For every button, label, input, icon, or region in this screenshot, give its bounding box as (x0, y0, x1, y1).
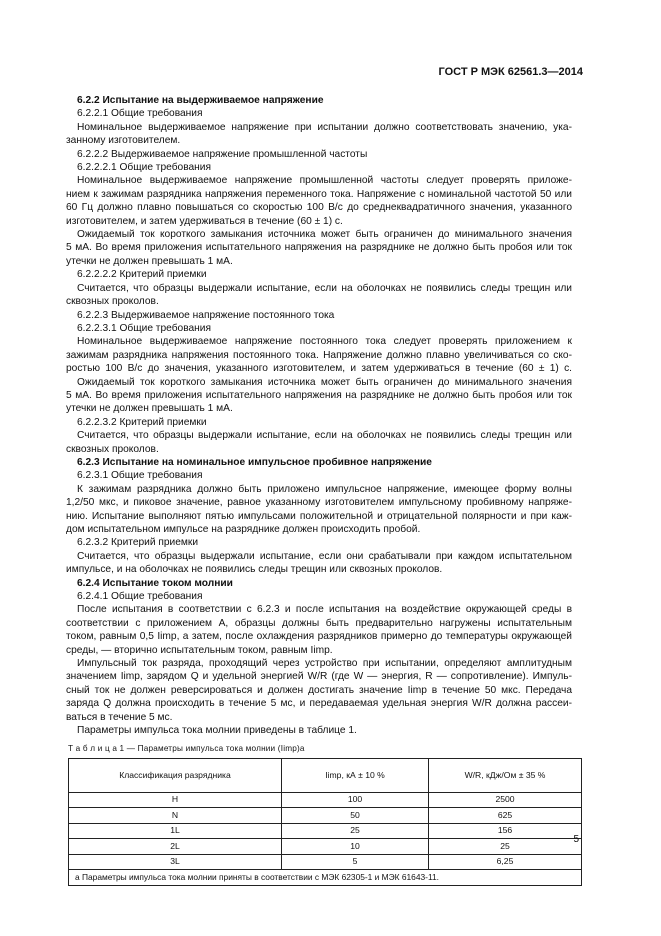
table-header-row (69, 758, 582, 792)
text-line: изготовителем, и затем удерживаться в течение (60 ± 1) с. (66, 215, 343, 227)
text-line: 6.2.2 Испытание на выдерживаемое напряжение (77, 95, 324, 106)
table-caption (68, 742, 583, 755)
text-line: Параметры импульса тока молнии приведены в таблице 1. (77, 725, 357, 737)
text-line: 5 мА. Во время приложения испытательного напряжения на разряднике не должно быть пробоя или ток (66, 242, 572, 254)
text-line: ростью 100 В/с до значения, указанного изготовителем, и затем удерживаться в течение (60 ± 1) с. (66, 363, 572, 375)
table-cell: 100 (282, 792, 429, 808)
document-header: ГОСТ Р МЭК 62561.3—2014 (438, 66, 583, 78)
table-cell: 10 (282, 839, 429, 855)
table-cell: Н (69, 792, 282, 808)
document-body (66, 94, 583, 886)
text-line: нием к зажимам разрядника напряжения переменного тока. Напряжение с номинальной частотой 50 или (66, 188, 572, 200)
text-line: 6.2.2.2.2 Критерий приемки (77, 269, 207, 281)
text-line: утечки не должен превышать 1 мА. (66, 255, 233, 267)
text-line: Номинальное выдерживаемое напряжение постоянного тока следует проверять приложением к (77, 336, 572, 348)
text-line: током, равным 0,5 Iimp, а затем, после охлаждения разрядников примерно до температуры окружающей (66, 631, 572, 643)
text-line: импульсе, и на оболочках не появились следы трещин или сквозных проколов. (66, 564, 443, 576)
table-row (69, 823, 582, 839)
text-line: занному изготовителем. (66, 135, 181, 147)
table-footnote: a Параметры импульса тока молнии приняты в соответствии с МЭК 62305-1 и МЭК 61643-11. (69, 870, 582, 886)
text-line: Ожидаемый ток короткого замыкания источника может быть ограничен до минимального значения (77, 229, 572, 241)
text-line: нию. Испытание выполняют пятью импульсами положительной и отрицательной полярности и при каж- (66, 510, 572, 522)
text-line: 1,2/50 мкс, и пиковое значение, равное указанному изготовителем импульсному пробивному напряже- (66, 497, 572, 509)
table-cell: 25 (282, 823, 429, 839)
table-footnote-row (69, 870, 582, 886)
table-cell: 50 (282, 808, 429, 824)
text-line: Импульсный ток разряда, проходящий через устройство при испытании, определяют амплитудным (77, 658, 572, 670)
text-line: ваться в течение 5 мс. (66, 711, 173, 723)
text-line: 6.2.2.1 Общие требования (77, 108, 203, 120)
text-line: 6.2.4 Испытание током молнии (77, 577, 233, 589)
text-line: 6.2.3 Испытание на номинальное импульсное пробивное напряжение (77, 456, 432, 468)
body-text (66, 94, 583, 738)
text-line: среды, — вторично испытательным током, равным Iimp. (66, 644, 333, 656)
page-number: 5 (573, 834, 579, 845)
col-header-wr: W/R, кДж/Ом ± 35 % (429, 758, 582, 792)
text-line: заряда Q должна происходить в течение 5 мс, и передаваемая удельная энергия W/R должна рассеи- (66, 698, 572, 710)
text-line: 60 Гц должно плавно повышаться со скоростью 100 В/с до среднеквадратичного значения, указанного (66, 202, 572, 214)
text-line: значением Iimp, зарядом Q и удельной энергией W/R (где W — энергия, R — сопротивление). Импуль- (66, 671, 572, 683)
text-line: Ожидаемый ток короткого замыкания источника может быть ограничен до минимального значения (77, 376, 572, 388)
table-cell: 3L (69, 854, 282, 870)
text-line: дом испытательном импульсе на разряднике должен происходить пробой. (66, 524, 421, 535)
text-line: 6.2.2.3 Выдерживаемое напряжение постоянного тока (77, 309, 335, 321)
text-line: сквозных проколов. (66, 443, 159, 455)
table-cell: 25 (429, 839, 582, 855)
text-line: 6.2.3.2 Критерий приемки (77, 537, 199, 549)
table-row (69, 839, 582, 855)
table-cell: 5 (282, 854, 429, 870)
lightning-impulse-table (68, 758, 582, 887)
table-row (69, 792, 582, 808)
text-line: 6.2.2.3.1 Общие требования (77, 322, 211, 334)
table-row (69, 854, 582, 870)
text-line: 6.2.2.2 Выдерживаемое напряжение промышленной частоты (77, 148, 368, 160)
text-line: После испытания в соответствии с 6.2.3 и после испытания на воздействие окружающей среды в (77, 604, 572, 616)
text-line: Считается, что образцы выдержали испытание, если они срабатывали при каждом испытательном (77, 550, 572, 562)
col-header-class: Классификация разрядника (69, 758, 282, 792)
col-header-iimp: Iimp, кА ± 10 % (282, 758, 429, 792)
text-line: сквозных проколов. (66, 296, 159, 308)
table-cell: 6,25 (429, 854, 582, 870)
text-line: К зажимам разрядника должно быть приложено импульсное напряжение, имеющее форму волны (77, 483, 572, 495)
text-line: утечки не должен превышать 1 мА. (66, 403, 233, 415)
text-line: Номинальное выдерживаемое напряжение промышленной частоты следует проверять приложе- (77, 175, 572, 187)
table-cell: 1L (69, 823, 282, 839)
table-cell: 625 (429, 808, 582, 824)
text-line: 5 мА. Во время приложения испытательного напряжения на разряднике не должно быть пробоя или ток (66, 389, 572, 401)
text-line: соответствии с приложением А, образцы должны быть предварительно нагружены испытательным (66, 617, 572, 629)
text-line: зажимам разрядника напряжения постоянного тока. Напряжение должно плавно увеличиваться со ско- (66, 349, 572, 361)
text-line: 6.2.2.2.1 Общие требования (77, 162, 211, 174)
table-cell: 2L (69, 839, 282, 855)
text-line: Считается, что образцы выдержали испытание, если на оболочках не появились следы трещин или (77, 430, 572, 442)
text-line: 6.2.3.1 Общие требования (77, 470, 203, 482)
text-line: Номинальное выдерживаемое напряжение при испытании должно соответствовать значению, ука- (77, 121, 572, 133)
text-line: Считается, что образцы выдержали испытание, если на оболочках не появились следы трещин или (77, 282, 572, 294)
table-cell: N (69, 808, 282, 824)
text-line: сный ток не должен реверсироваться и должен достигать значение Iimp в течение 50 мкс. Передача (66, 684, 572, 696)
table-cell: 156 (429, 823, 582, 839)
text-line: 6.2.2.3.2 Критерий приемки (77, 416, 207, 428)
table-row (69, 808, 582, 824)
table-cell: 2500 (429, 792, 582, 808)
table-caption-text: Т а б л и ц а 1 — Параметры импульса тока молнии (Iimp)a (68, 743, 305, 753)
text-line: 6.2.4.1 Общие требования (77, 591, 203, 603)
